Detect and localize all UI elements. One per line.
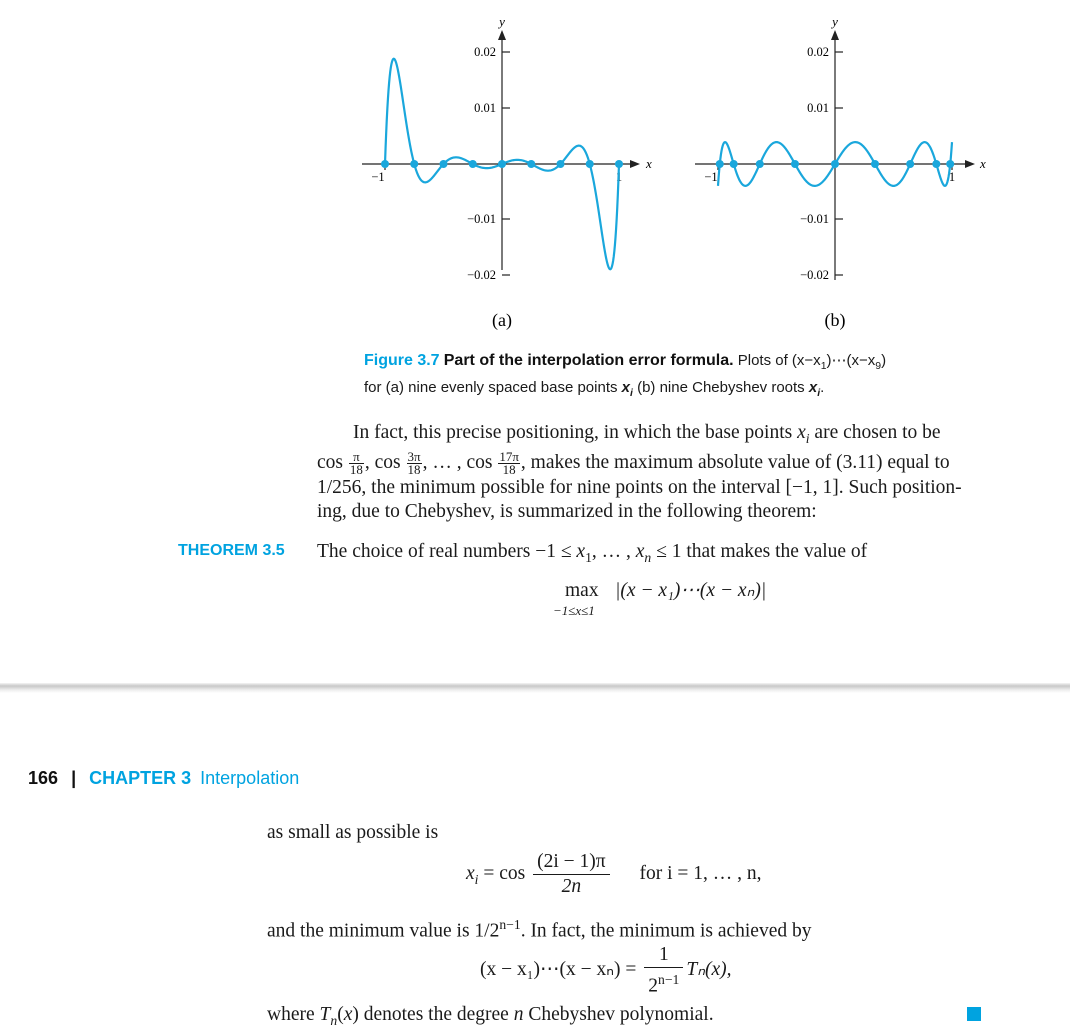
y-axis-label-a: y: [499, 14, 505, 29]
max-expression: |(x − x₁)⋯(x − xₙ)|: [615, 580, 767, 601]
y-tick-label-a-2: −0.01: [467, 212, 496, 226]
theorem-statement: The choice of real numbers $-1 \le x_1$, … , $x_n \le 1$ that makes the value of: [317, 541, 868, 565]
data-point-b-2: [906, 160, 914, 168]
x-tick-label-b-left: −1: [704, 170, 718, 184]
caption-sub-2: 9: [875, 360, 882, 372]
data-point-a-5: [527, 160, 535, 168]
x-axis-arrow-b: [965, 160, 975, 168]
paragraph-chebyshev-positioning: [317, 421, 1033, 524]
markers-a: [381, 160, 623, 168]
data-point-a-8: [615, 160, 623, 168]
theorem-label: THEOREM 3.5: [178, 542, 285, 559]
figure-caption: [364, 350, 1024, 404]
continuation-line-2: and the minimum value is $1/2^{n-1}$. In fact, the minimum is achieved by: [267, 917, 812, 942]
paragraph-line-3: 1/256, the minimum possible for nine points on the interval [−1, 1]. Such position-: [317, 476, 962, 498]
x-axis-label-b: x: [980, 156, 986, 171]
continuation-line-1: as small as possible is: [267, 822, 439, 843]
fraction-roots: $\frac{(2i - 1)\pi}{2n}$: [533, 851, 610, 898]
max-subscript: −1≤x≤1: [553, 603, 595, 618]
x-axis-label-a: x: [646, 156, 652, 171]
x-tick-label-a-right: 1: [615, 170, 623, 184]
y-tick-label-b-1: 0.01: [807, 101, 829, 115]
y-tick-label-a-1: 0.01: [474, 101, 496, 115]
page-number: 166: [28, 768, 59, 788]
caption-line-2: for (a) nine evenly spaced base points $x_i$ (b) nine Chebyshev roots $x_i$.: [364, 379, 825, 399]
y-tick-label-b-2: −0.01: [800, 212, 829, 226]
data-point-a-7: [586, 160, 594, 168]
caption-line2-c: .: [820, 379, 825, 396]
theorem-max-expression: [553, 579, 813, 619]
data-point-b-6: [756, 160, 764, 168]
subplot-label-b: (b): [824, 310, 846, 330]
caption-line2-b: (b) nine Chebyshev roots: [632, 379, 809, 396]
subplot-a: [362, 14, 652, 331]
fraction-one-over-power: $\frac{1}{2^{n-1}}$: [644, 944, 683, 998]
y-tick-label-b-3: −0.02: [800, 268, 829, 282]
data-point-a-1: [410, 160, 418, 168]
data-point-b-3: [871, 160, 879, 168]
y-axis-arrow-b: [831, 30, 839, 40]
data-point-b-0: [946, 160, 954, 168]
equation-chebyshev-roots: $x_i = \cos$ $\frac{(2i - 1)\pi}{2n}$ for i = 1, … , n,: [466, 851, 762, 897]
page-divider: [0, 683, 1070, 693]
y-tick-label-a-3: −0.02: [467, 268, 496, 282]
running-header: [28, 768, 299, 789]
data-point-b-7: [730, 160, 738, 168]
y-axis-arrow-a: [498, 30, 506, 40]
y-tick-label-a-0: 0.02: [474, 45, 496, 59]
x-axis-arrow-a: [630, 160, 640, 168]
continuation-line-3: where $T_n(x)$ denotes the degree n Chebyshev polynomial.: [267, 1004, 714, 1028]
x-tick-label-b-right: 1: [948, 170, 956, 184]
figure-3-7: [0, 0, 1070, 340]
data-point-b-5: [791, 160, 799, 168]
x-tick-label-a-left: −1: [371, 170, 385, 184]
y-axis-label-b: y: [832, 14, 838, 29]
caption-line2-a: for (a) nine evenly spaced base points: [364, 379, 622, 396]
data-point-a-6: [557, 160, 565, 168]
subplot-label-a: (a): [492, 310, 512, 330]
chapter-title: Interpolation: [200, 768, 300, 788]
data-point-a-0: [381, 160, 389, 168]
paragraph-line-2: cos $\frac{\pi}{18}$ , cos $\frac{3\pi}{18}$ , … , cos $\frac{17\pi}{18}$ , makes the maximum absolute value of (3.11) equal to: [317, 448, 950, 477]
subplot-b: [695, 14, 986, 331]
fraction-pi-18: $\frac{\pi}{18}$: [349, 448, 363, 477]
caption-text-2: )⋯(x−x: [826, 352, 876, 369]
header-separator: |: [71, 768, 77, 788]
equation-chebyshev-product: (x − x₁)⋯(x − xₙ) = $\frac{1}{2^{n-1}}$ Tₙ(x),: [480, 944, 732, 997]
caption-sub-1: 1: [820, 360, 827, 372]
caption-text-3: ): [881, 352, 887, 369]
data-point-b-1: [932, 160, 940, 168]
fraction-17pi-18: $\frac{17\pi}{18}$: [499, 448, 519, 477]
data-point-a-3: [469, 160, 477, 168]
chapter-label: CHAPTER 3: [89, 768, 192, 788]
caption-text-1: Plots of (x−x: [737, 352, 821, 369]
caption-figure-number: Figure 3.7: [364, 352, 440, 369]
caption-line-1: [364, 350, 1024, 377]
caption-title: Part of the interpolation error formula.: [443, 352, 734, 369]
paragraph-line-1: In fact, this precise positioning, in which the base points $x_i$ are chosen to be: [353, 422, 941, 446]
end-of-proof-square: [967, 1007, 981, 1021]
max-operator: max: [565, 580, 599, 601]
data-point-a-4: [498, 160, 506, 168]
data-point-b-8: [716, 160, 724, 168]
paragraph-line-4: ing, due to Chebyshev, is summarized in the following theorem:: [317, 500, 817, 522]
fraction-3pi-18: $\frac{3\pi}{18}$: [407, 448, 421, 477]
y-tick-label-b-0: 0.02: [807, 45, 829, 59]
data-point-a-2: [440, 160, 448, 168]
data-point-b-4: [831, 160, 839, 168]
